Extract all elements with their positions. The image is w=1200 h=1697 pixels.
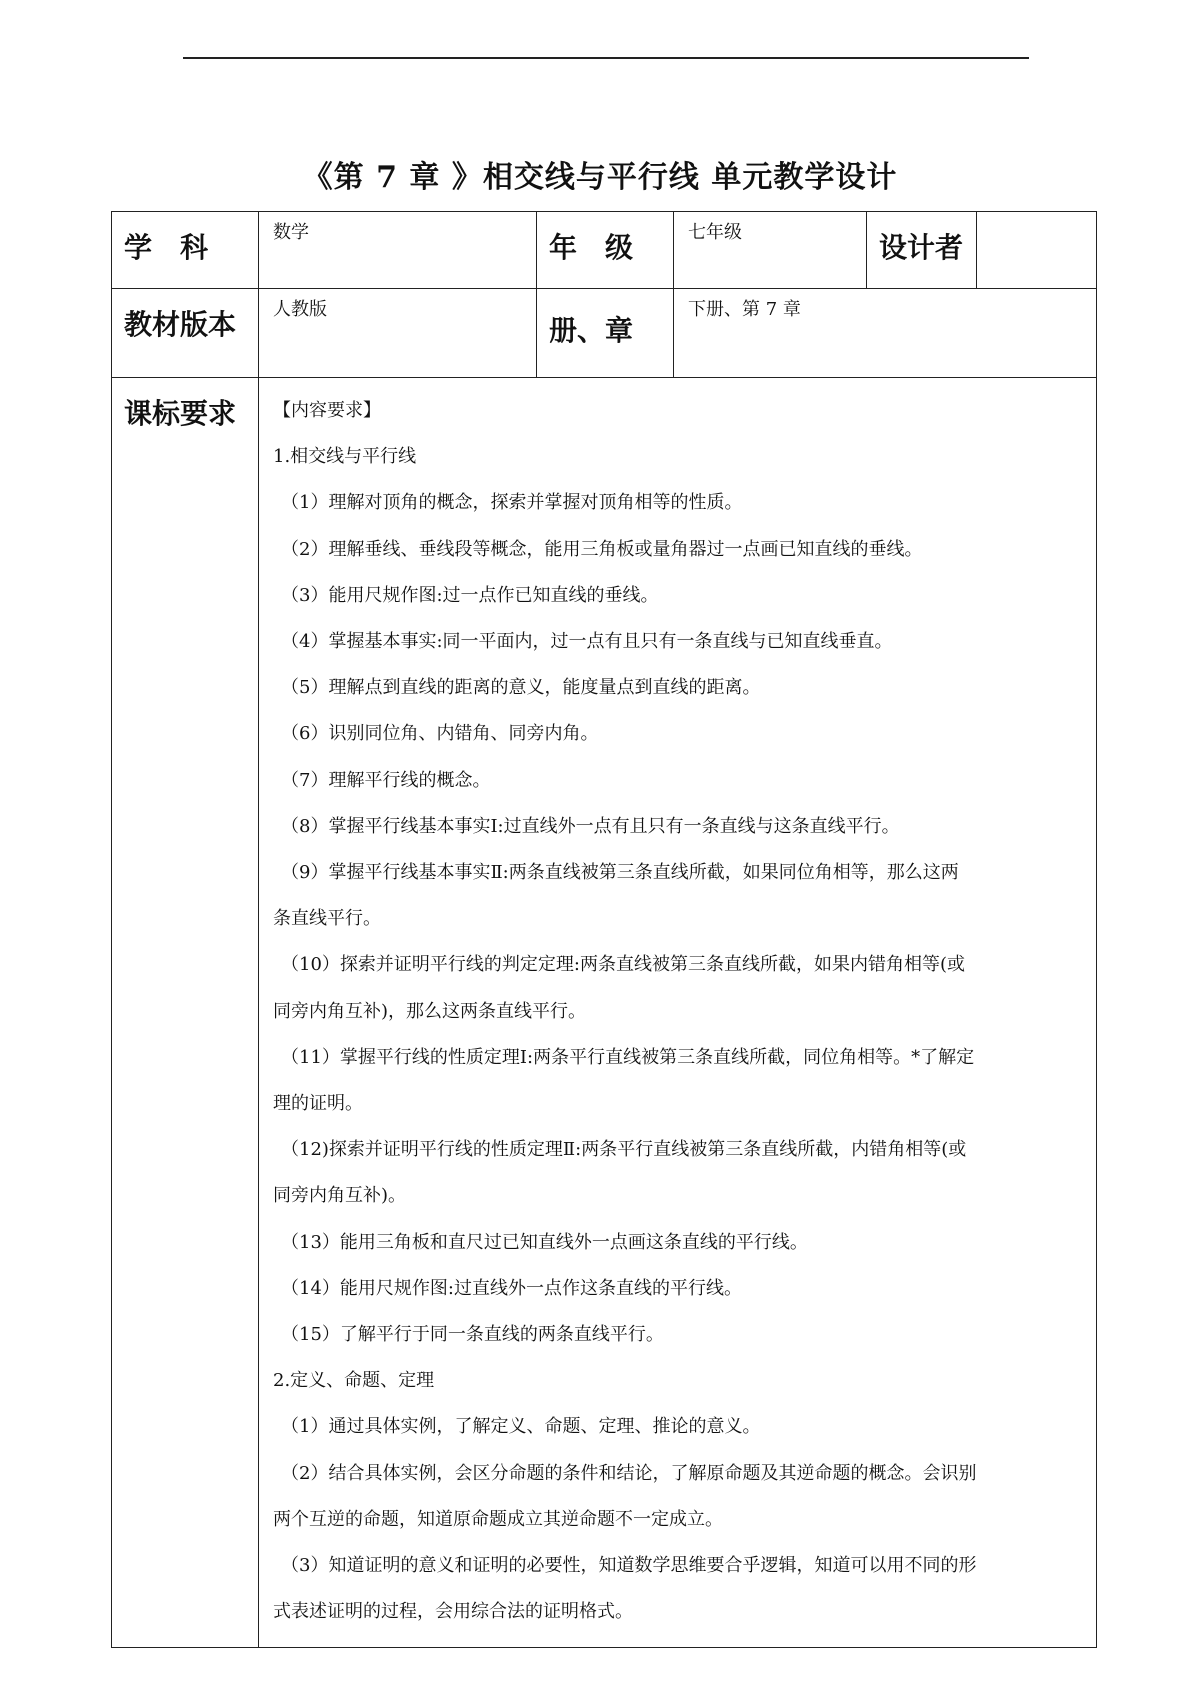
grade-value: 七年级 [674,212,867,289]
requirement-line: （11）掌握平行线的性质定理Ⅰ:两条平行直线被第三条直线所截，同位角相等。*了解定 [281,1046,975,1068]
requirements-row [112,378,1097,1648]
header-rule [183,57,1029,59]
subject-label: 学 科 [112,212,259,289]
requirement-line: 同旁内角互补)。 [273,1185,407,1207]
requirement-line: 两个互逆的命题，知道原命题成立其逆命题不一定成立。 [273,1508,723,1530]
requirement-line: （14）能用尺规作图:过直线外一点作这条直线的平行线。 [281,1277,742,1299]
document-title: 《第 7 章 》相交线与平行线 单元教学设计 [302,160,898,195]
lesson-design-table [111,211,1097,1648]
requirement-line: （15）了解平行于同一条直线的两条直线平行。 [281,1324,664,1346]
requirement-line: （12)探索并证明平行线的性质定理Ⅱ:两条平行直线被第三条直线所截，内错角相等(或 [281,1139,967,1161]
volume-label: 册、章 [537,289,674,378]
volume-value: 下册、第 7 章 [674,289,1097,378]
requirement-line: （9）掌握平行线基本事实Ⅱ:两条直线被第三条直线所截，如果同位角相等，那么这两 [281,862,959,884]
requirement-line: 理的证明。 [273,1093,363,1115]
requirement-line: 同旁内角互补)，那么这两条直线平行。 [273,1000,587,1022]
info-row-2 [112,289,1097,378]
requirements-label: 课标要求 [112,378,259,1648]
requirement-line: （8）掌握平行线基本事实Ⅰ:过直线外一点有且只有一条直线与这条直线平行。 [281,815,900,837]
requirement-line: （1）通过具体实例，了解定义、命题、定理、推论的意义。 [281,1416,761,1438]
requirement-line: （6）识别同位角、内错角、同旁内角。 [281,723,599,745]
requirement-line: 2.定义、命题、定理 [273,1370,435,1392]
designer-label: 设计者 [867,212,977,289]
requirement-line: （13）能用三角板和直尺过已知直线外一点画这条直线的平行线。 [281,1231,808,1253]
info-row-1 [112,212,1097,289]
textbook-label: 教材版本 [112,289,259,378]
textbook-value: 人教版 [259,289,537,378]
requirements-lines [273,388,1084,1635]
requirement-line: （2）理解垂线、垂线段等概念，能用三角板或量角器过一点画已知直线的垂线。 [281,538,923,560]
requirement-line: （5）理解点到直线的距离的意义，能度量点到直线的距离。 [281,677,761,699]
requirement-line: （4）掌握基本事实:同一平面内，过一点有且只有一条直线与已知直线垂直。 [281,631,893,653]
requirement-line: （1）理解对顶角的概念，探索并掌握对顶角相等的性质。 [281,492,743,514]
requirement-line: （10）探索并证明平行线的判定定理:两条直线被第三条直线所截，如果内错角相等(或 [281,954,965,976]
requirement-line: （2）结合具体实例，会区分命题的条件和结论，了解原命题及其逆命题的概念。会识别 [281,1462,977,1484]
requirement-line: （3）知道证明的意义和证明的必要性，知道数学思维要合乎逻辑，知道可以用不同的形 [281,1555,977,1577]
requirement-line: （7）理解平行线的概念。 [281,769,491,791]
requirement-line: （3）能用尺规作图:过一点作已知直线的垂线。 [281,584,659,606]
requirement-line: 【内容要求】 [273,400,381,421]
requirement-line: 式表述证明的过程，会用综合法的证明格式。 [273,1601,633,1623]
requirement-line: 1.相交线与平行线 [273,446,417,468]
requirement-line: 条直线平行。 [273,908,381,930]
grade-label: 年 级 [537,212,674,289]
requirements-content [259,378,1097,1648]
designer-value [977,212,1097,289]
subject-value: 数学 [259,212,537,289]
